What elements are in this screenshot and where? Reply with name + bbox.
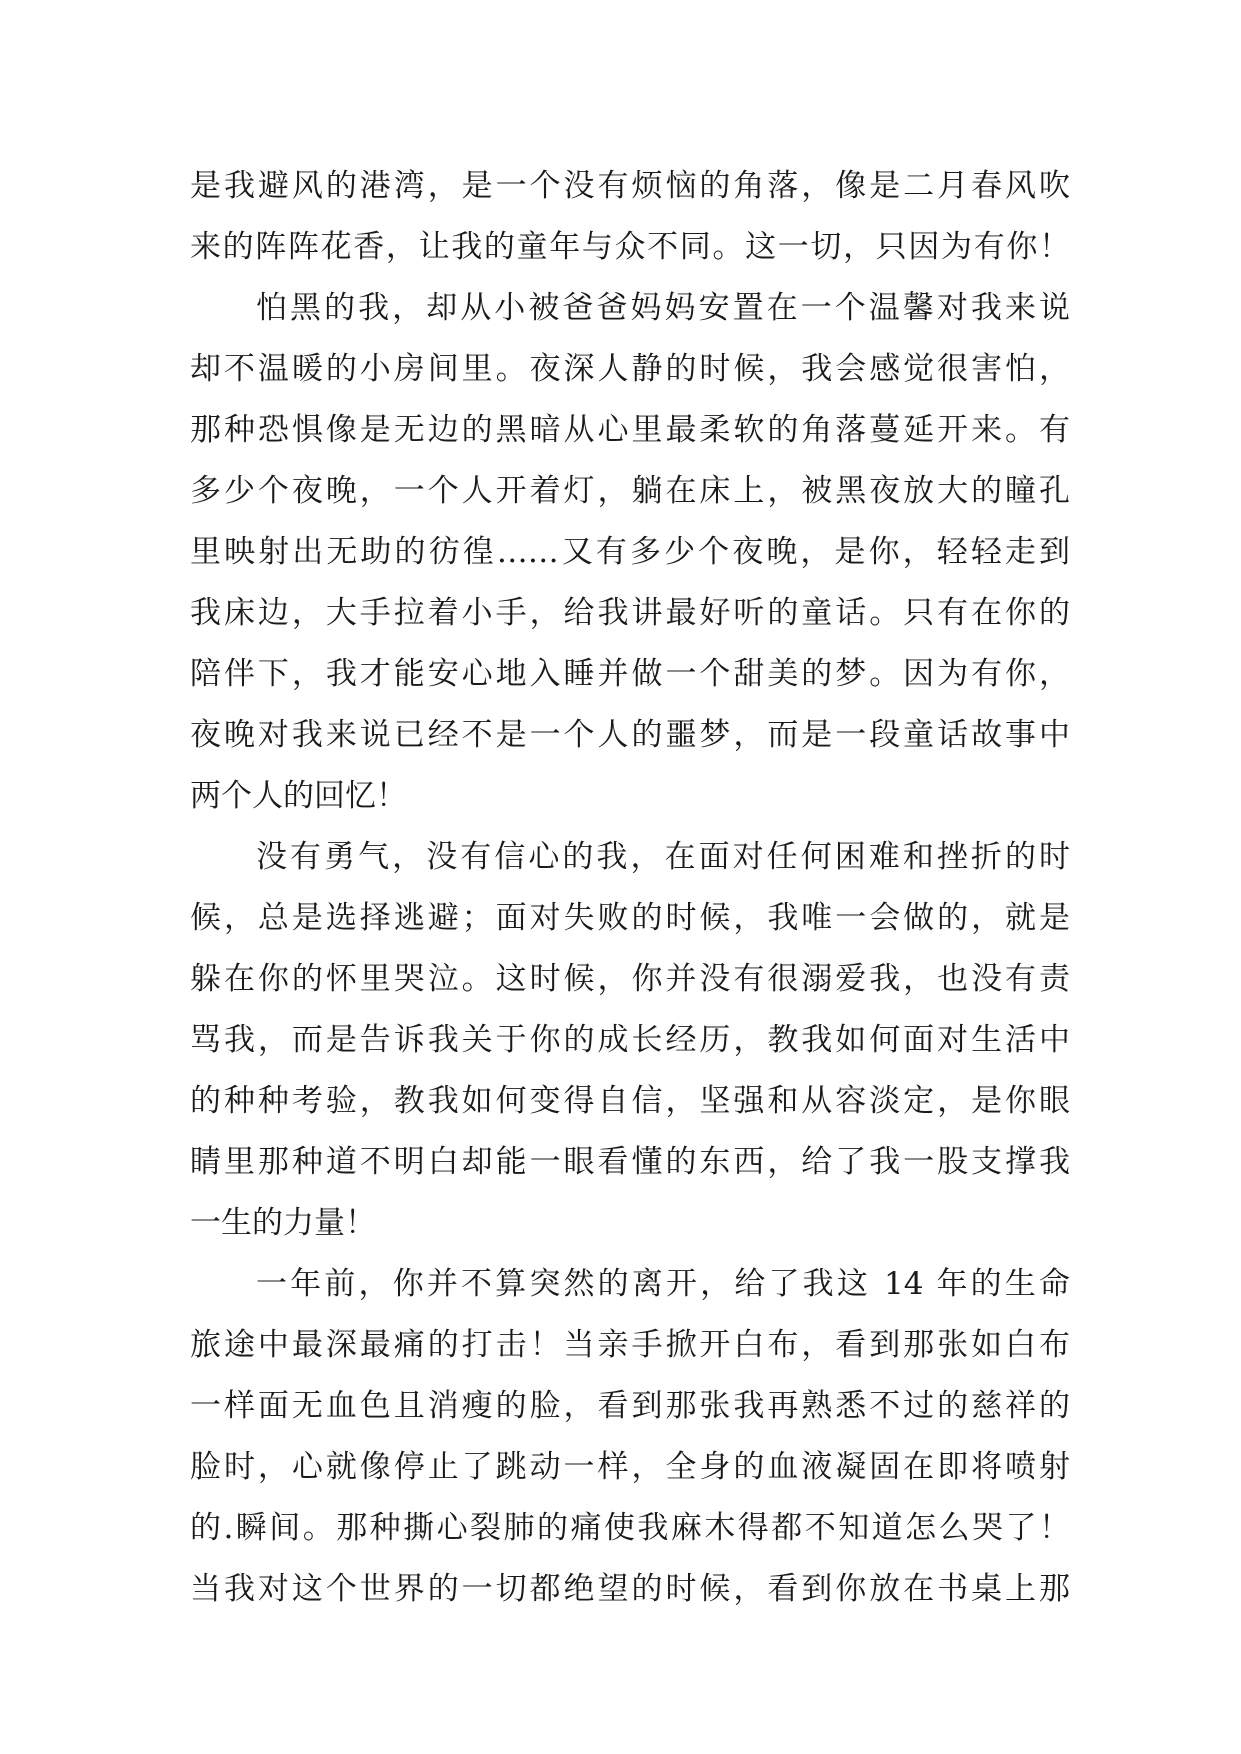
- text-line: 的.瞬间。那种撕心裂肺的痛使我麻木得都不知道怎么哭了！: [190, 1510, 1070, 1546]
- text-line: 候，总是选择逃避；面对失败的时候，我唯一会做的，就是: [190, 900, 1070, 936]
- text-line: 却不温暖的小房间里。夜深人静的时候，我会感觉很害怕，: [190, 351, 1070, 387]
- text-line: 没有勇气，没有信心的我，在面对任何困难和挫折的时: [256, 839, 1070, 875]
- text-line: 一样面无血色且消瘦的脸，看到那张我再熟悉不过的慈祥的: [190, 1388, 1070, 1424]
- text-line: 的种种考验，教我如何变得自信，坚强和从容淡定，是你眼: [190, 1083, 1070, 1119]
- text-line: 脸时，心就像停止了跳动一样，全身的血液凝固在即将喷射: [190, 1449, 1070, 1485]
- text-line: 来的阵阵花香，让我的童年与众不同。这一切，只因为有你！: [190, 229, 1070, 265]
- text-line: 骂我，而是告诉我关于你的成长经历，教我如何面对生活中: [190, 1022, 1070, 1058]
- text-line: 多少个夜晚，一个人开着灯，躺在床上，被黑夜放大的瞳孔: [190, 473, 1070, 509]
- text-line: 怕黑的我，却从小被爸爸妈妈安置在一个温馨对我来说: [256, 290, 1070, 326]
- text-line: 里映射出无助的彷徨……又有多少个夜晚，是你，轻轻走到: [190, 534, 1070, 570]
- text-line: 旅途中最深最痛的打击！当亲手掀开白布，看到那张如白布: [190, 1327, 1070, 1363]
- text-line: 睛里那种道不明白却能一眼看懂的东西，给了我一股支撑我: [190, 1144, 1070, 1180]
- text-line: 是我避风的港湾，是一个没有烦恼的角落，像是二月春风吹: [190, 168, 1070, 204]
- text-line: 我床边，大手拉着小手，给我讲最好听的童话。只有在你的: [190, 595, 1070, 631]
- text-line: 那种恐惧像是无边的黑暗从心里最柔软的角落蔓延开来。有: [190, 412, 1070, 448]
- text-line: 躲在你的怀里哭泣。这时候，你并没有很溺爱我，也没有责: [190, 961, 1070, 997]
- text-line: 当我对这个世界的一切都绝望的时候，看到你放在书桌上那: [190, 1571, 1070, 1607]
- text-line: 一年前，你并不算突然的离开，给了我这 14 年的生命: [256, 1266, 1070, 1302]
- document-body: [190, 156, 1070, 1620]
- text-line: 一生的力量！: [190, 1205, 376, 1241]
- text-line: 陪伴下，我才能安心地入睡并做一个甜美的梦。因为有你，: [190, 656, 1070, 692]
- text-line: 夜晚对我来说已经不是一个人的噩梦，而是一段童话故事中: [190, 717, 1070, 753]
- text-line: 两个人的回忆！: [190, 778, 407, 814]
